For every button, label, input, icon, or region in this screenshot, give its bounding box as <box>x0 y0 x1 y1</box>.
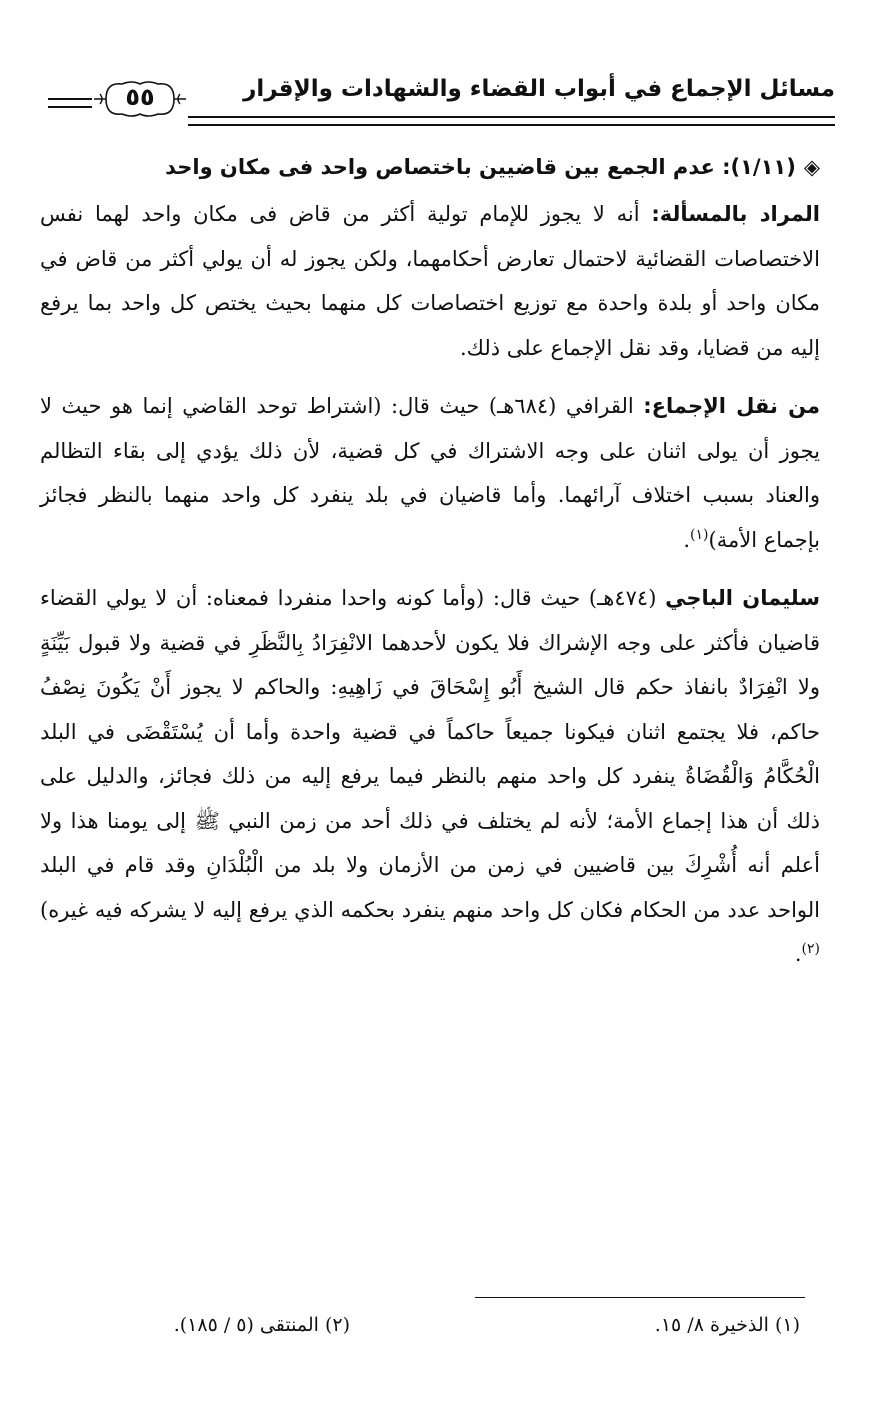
footnote-1: (١) الذخيرة ٨/ ١٥. <box>654 1314 800 1336</box>
paragraph-lead: سليمان الباجي <box>665 586 820 610</box>
paragraph-text: (٤٧٤هـ) حيث قال: (وأما كونه واحدا منفردا فمعناه: أن لا يولي القضاء قاضيان فأكثر على وجه الإشراك فلا يكون لأحدهما الانْفِرَادُ بِالنَّظَرِ في قضية ولا قبول بَيِّنَةٍ ولا انْفِرَادٌ بانفاذ حكم قال الشيخ أَبُو إِسْحَاقَ في زَاهِيهِ: والحاكم لا يجوز أَنْ يَكُونَ نِصْفُ حاكم، فلا يجتمع اثنان فيكونا جميعاً حاكماً في قضية واحدة وأما أن يُسْتَقْضَى في البلد الْحُكَّامُ وَالْقُضَاةُ ينفرد كل واحد منهم بالنظر فيما يرفع إليه من ذلك فجائز، والدليل على ذلك أن هذا إجماع الأمة؛ لأنه لم يختلف في ذلك أحد من زمن النبي ﷺ إلى يومنا هذا ولا أعلم أنه أُشْرِكَ بين قاضيين في زمن من الأزمان ولا بلد من الْبُلْدَانِ وقد قام في البلد الواحد عدد من الحكام فكان كل واحد منهم ينفرد بحكمه الذي يرفع إليه لا يشركه فيه غيره) <box>40 586 820 922</box>
footnote-ref[interactable]: (٢) <box>801 941 820 957</box>
paragraph-definition <box>40 192 820 370</box>
paragraph-qarafi <box>40 384 820 562</box>
section-heading <box>40 150 820 184</box>
paragraph-end: . <box>683 527 691 552</box>
page-header <box>40 68 835 132</box>
page-number-ornament <box>92 78 188 120</box>
paragraph-text: أنه لا يجوز للإمام تولية أكثر من قاض فى مكان واحد لهما نفس الاختصاصات القضائية لاحتمال تعارض أحكامهما، ولكن يجوز له أن يولي أكثر من قاض في مكان واحد أو بلدة واحدة مع توزيع اختصاصات كل منهما بحيث يختص كل واحد بما يرفع إليه من قضايا، وقد نقل الإجماع على ذلك. <box>40 202 820 360</box>
left-ornament-rule <box>48 98 92 108</box>
paragraph-lead: من نقل الإجماع: <box>643 394 820 418</box>
page-number: ٥٥ <box>125 83 155 111</box>
footnote-2: (٢) المنتقى (٥ / ١٨٥). <box>173 1314 350 1336</box>
footnote-ref[interactable]: (١) <box>690 526 709 543</box>
footnote-separator <box>475 1297 805 1298</box>
paragraph-lead: المراد بالمسألة: <box>651 202 820 226</box>
running-title: مسائل الإجماع في أبواب القضاء والشهادات والإقرار <box>243 76 835 102</box>
header-rule <box>188 116 835 126</box>
diamond-bullet-icon: ◈ <box>803 155 820 179</box>
paragraph-end: . <box>794 942 802 966</box>
section-heading-text: (١/١١): عدم الجمع بين قاضيين باختصاص واحد فى مكان واحد <box>165 155 796 179</box>
paragraph-text: القرافي (٦٨٤هـ) حيث قال: (اشتراط توحد القاضي إنما هو حيث لا يجوز أن يولى اثنان على وجه الاشتراك في كل قضية، لأن ذلك يؤدي إلى بقاء التظالم والعناد بسبب اختلاف آرائهما. وأما قاضيان في بلد ينفرد كل واحد منهما بالنظر فجائز بإجماع الأمة) <box>40 394 820 552</box>
main-text <box>40 150 820 991</box>
paragraph-baji <box>40 576 820 977</box>
